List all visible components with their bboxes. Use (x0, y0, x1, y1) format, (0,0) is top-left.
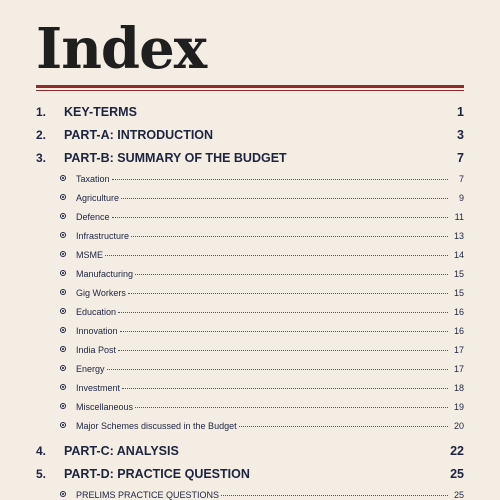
dot-leader (239, 426, 448, 427)
toc-subentry-defence[interactable] (60, 212, 464, 222)
dot-leader (135, 274, 448, 275)
dot-leader (112, 217, 448, 218)
bullet-icon (60, 422, 66, 428)
bullet-icon (60, 403, 66, 409)
toc-entry-page: 25 (450, 467, 464, 481)
toc-subentry-major-schemes[interactable] (60, 421, 464, 431)
bullet-icon (60, 232, 66, 238)
toc-subentry-page: 18 (453, 383, 464, 393)
toc-entry-page: 1 (457, 105, 464, 119)
toc-entry-page: 7 (457, 151, 464, 165)
toc-subentry-page: 11 (454, 212, 464, 222)
dot-leader (118, 350, 448, 351)
toc-subentry-page: 16 (453, 307, 464, 317)
toc-subentry-investment[interactable] (60, 383, 464, 393)
toc-subentry-label: Defence (76, 212, 110, 222)
toc-subentry-label: Major Schemes discussed in the Budget (76, 421, 237, 431)
bullet-icon (60, 327, 66, 333)
toc-subentry-page: 7 (458, 174, 464, 184)
bullet-icon (60, 175, 66, 181)
toc-entry-number: 4. (36, 444, 47, 458)
toc-subentry-label: Miscellaneous (76, 402, 134, 412)
dot-leader (221, 495, 448, 496)
toc-entry-number: 5. (36, 467, 47, 481)
dot-leader (121, 198, 448, 199)
dot-leader (112, 179, 448, 180)
toc-subentry-page: 16 (453, 326, 464, 336)
dot-leader (118, 312, 448, 313)
toc-subentry-page: 17 (453, 364, 464, 374)
toc-subentry-taxation[interactable] (60, 174, 464, 184)
bullet-icon (60, 289, 66, 295)
dot-leader (120, 331, 448, 332)
toc-subentry-label: Infrastructure (76, 231, 130, 241)
toc-subentry-label: MSME (76, 250, 103, 260)
toc-subentry-miscellaneous[interactable] (60, 402, 464, 412)
toc-entry-label: PART-A: INTRODUCTION (64, 128, 214, 142)
toc-subentry-label: Education (76, 307, 117, 317)
toc-entry-number: 2. (36, 128, 47, 142)
toc-subentry-infrastructure[interactable] (60, 231, 464, 241)
toc-entry-label: PART-C: ANALYSIS (64, 444, 179, 458)
toc-subentry-page: 14 (453, 250, 464, 260)
toc-entry-label: PART-D: PRACTICE QUESTION (64, 467, 250, 481)
toc-subentry-manufacturing[interactable] (60, 269, 464, 279)
title-rule-thin (36, 90, 464, 91)
bullet-icon (60, 194, 66, 200)
toc-entry-page: 22 (450, 444, 464, 458)
toc-entry-introduction[interactable] (36, 128, 464, 142)
dot-leader (105, 255, 448, 256)
bullet-icon (60, 346, 66, 352)
toc-subentry-label: Gig Workers (76, 288, 126, 298)
toc-subentry-innovation[interactable] (60, 326, 464, 336)
toc-subentry-page: 13 (453, 231, 464, 241)
toc-subentry-page: 17 (453, 345, 464, 355)
bullet-icon (60, 365, 66, 371)
toc-entry-analysis[interactable] (36, 444, 464, 458)
toc-subentry-energy[interactable] (60, 364, 464, 374)
toc-subentry-gig-workers[interactable] (60, 288, 464, 298)
toc-subentry-label: Energy (76, 364, 105, 374)
toc-subentry-label: Investment (76, 383, 121, 393)
toc-subentry-page: 9 (458, 193, 464, 203)
dot-leader (131, 236, 448, 237)
toc-entry-key-terms[interactable] (36, 105, 464, 119)
toc-entry-summary-of-budget[interactable] (36, 151, 464, 165)
bullet-icon (60, 270, 66, 276)
dot-leader (128, 293, 448, 294)
toc-subentry-prelims-practice[interactable] (60, 490, 464, 500)
bullet-icon (60, 251, 66, 257)
toc-subentry-label: Agriculture (76, 193, 120, 203)
toc-subentry-label: PRELIMS PRACTICE QUESTIONS (76, 490, 220, 500)
toc-subentry-page: 15 (453, 288, 464, 298)
toc-subentry-agriculture[interactable] (60, 193, 464, 203)
toc-subentry-page: 20 (453, 421, 464, 431)
toc-subentry-label: Taxation (76, 174, 110, 184)
dot-leader (107, 369, 448, 370)
toc-subentry-education[interactable] (60, 307, 464, 317)
toc-entry-number: 1. (36, 105, 47, 119)
toc-subentry-label: India Post (76, 345, 117, 355)
toc-entry-practice-question[interactable] (36, 467, 464, 481)
toc-subentry-page: 25 (453, 490, 464, 500)
toc-subentry-india-post[interactable] (60, 345, 464, 355)
page-title: Index (36, 16, 207, 82)
toc-entry-number: 3. (36, 151, 47, 165)
dot-leader (122, 388, 448, 389)
bullet-icon (60, 384, 66, 390)
toc-subentry-label: Innovation (76, 326, 118, 336)
toc-entry-page: 3 (457, 128, 464, 142)
bullet-icon (60, 213, 66, 219)
toc-subentry-page: 19 (453, 402, 464, 412)
toc-subentry-page: 15 (453, 269, 464, 279)
toc-entry-label: KEY-TERMS (64, 105, 137, 119)
title-rule-thick (36, 85, 464, 88)
dot-leader (135, 407, 448, 408)
toc-subentry-msme[interactable] (60, 250, 464, 260)
bullet-icon (60, 491, 66, 497)
bullet-icon (60, 308, 66, 314)
toc-entry-label: PART-B: SUMMARY OF THE BUDGET (64, 151, 287, 165)
toc-subentry-label: Manufacturing (76, 269, 134, 279)
